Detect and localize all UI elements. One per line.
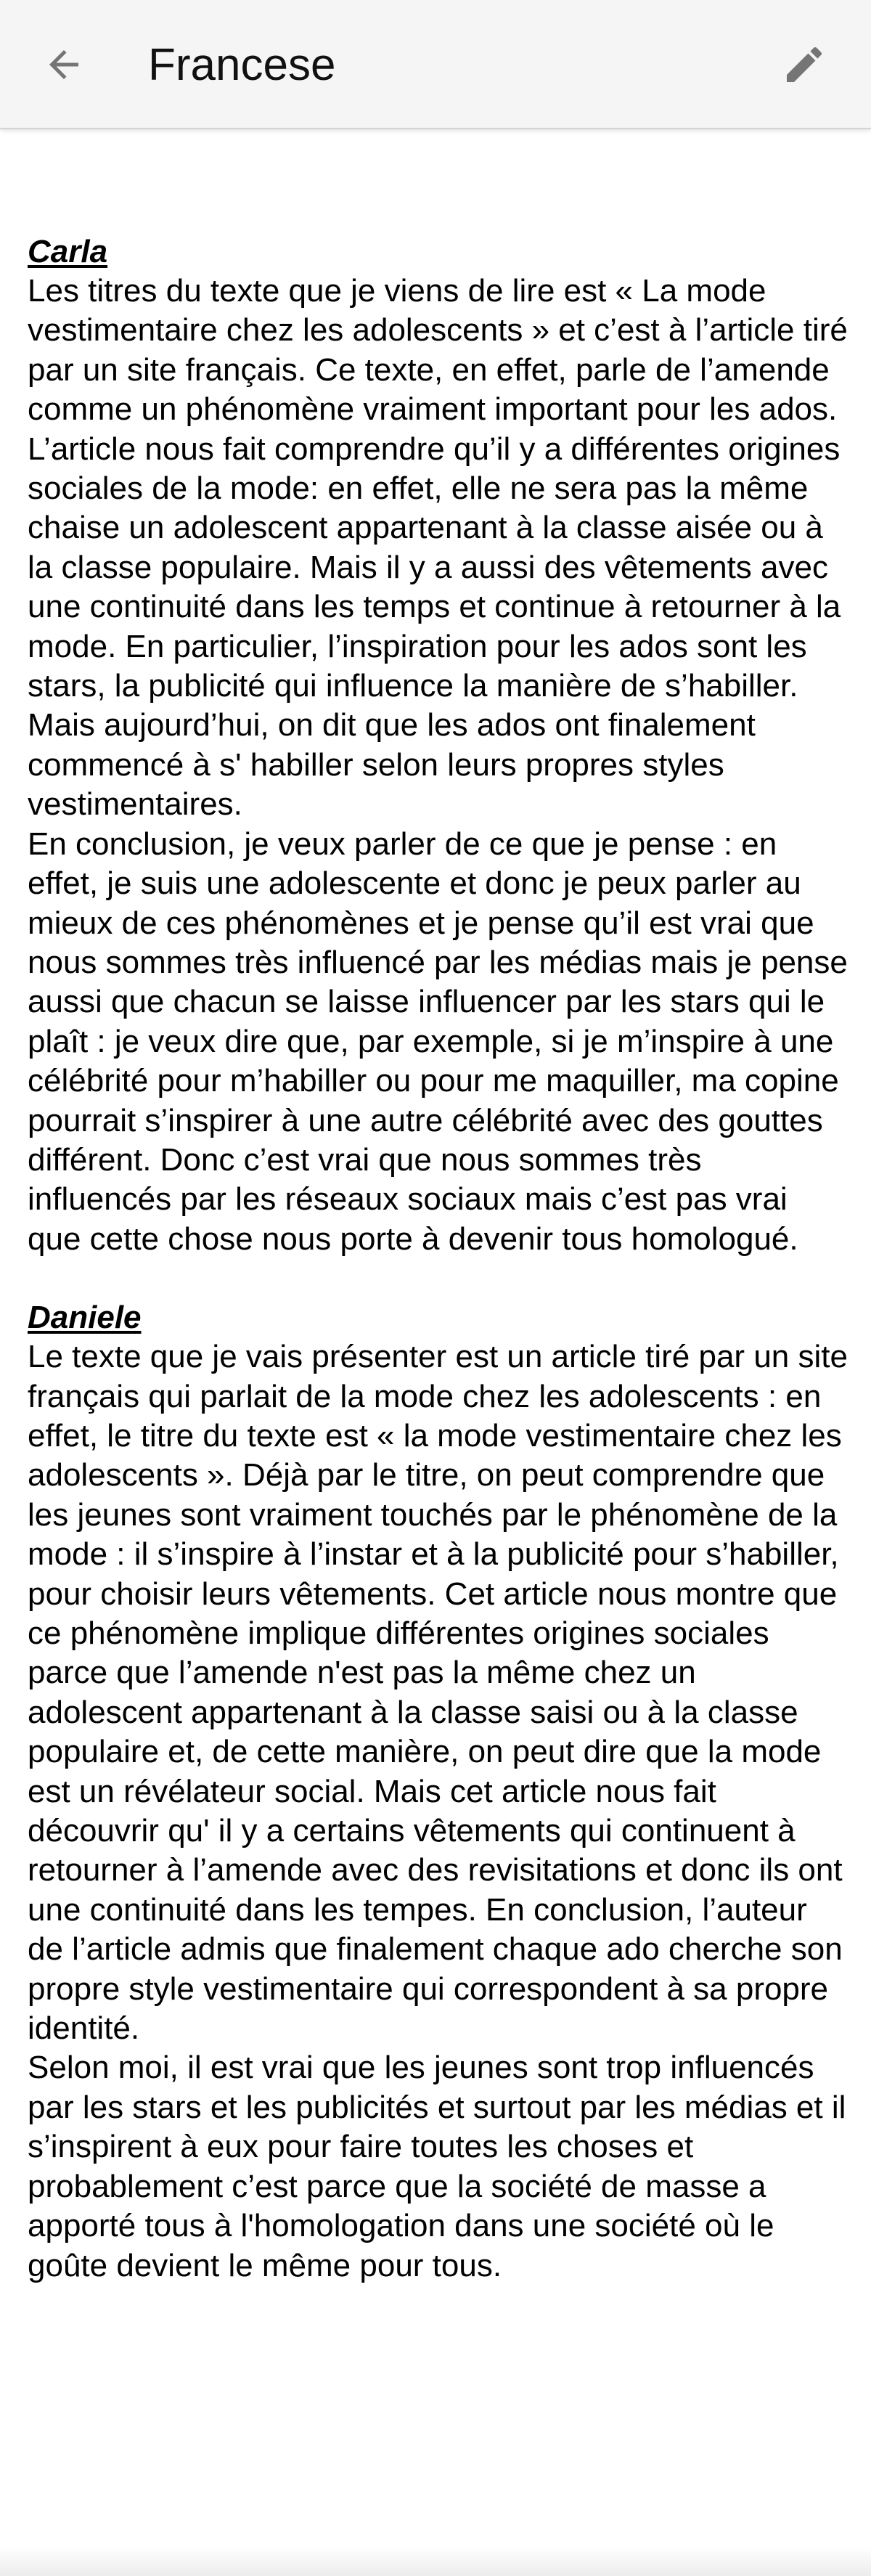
paragraph: En conclusion, je veux parler de ce que je pense : en effet, je suis une adolescente et donc je peux parler au mieux de ces phénomènes et je pense qu’il est vrai que nous sommes très influencé par les médias mais je pense aussi que chacun se laisse influencer par les stars qui le plaît : je veux dire que, par exemple, si je m’inspire à une célébrité pour m’habiller ou pour me maquiller, ma copine pourrait s’inspirer à une autre célébrité avec des gouttes différent. Donc c’est vrai que nous sommes très influencés par les réseaux sociaux mais c’est pas vrai que cette chose nous porte à devenir tous homologué. (28, 826, 848, 1257)
note-content (28, 232, 848, 2325)
author-name: Carla (28, 234, 108, 269)
bottom-edge (0, 2547, 871, 2576)
edit-button[interactable] (769, 32, 839, 97)
back-button[interactable] (29, 32, 99, 97)
paragraph: Selon moi, il est vrai que les jeunes sont trop influencés par les stars et les publicités et surtout par les médias et il s’inspirent à eux pour faire toutes les choses et probablement c’est parce que la société de masse a apporté tous à l'homologation dans une société où le goûte devient le même pour tous. (28, 2050, 846, 2283)
entry-carla (28, 232, 848, 1259)
arrow-back-icon (42, 43, 86, 86)
app-bar (0, 0, 871, 129)
paragraph: Les titres du texte que je viens de lire est « La mode vestimentaire chez les adolescents » et c’est à l’article tiré par un site français. Ce texte, en effet, parle de l’amende comme un phénomène vraiment important pour les ados. L’article nous fait comprendre qu’il y a différentes origines sociales de la mode: en effet, elle ne sera pas la même chaise un adolescent appartenant à la classe aisée ou à la classe populaire. Mais il y a aussi des vêtements avec une continuité dans les temps et continue à retourner à la mode. En particulier, l’inspiration pour les ados sont les stars, la publicité qui influence la manière de s’habiller. Mais aujourd’hui, on dit que les ados ont finalement commencé à s' habiller selon leurs propres styles vestimentaires. (28, 273, 848, 823)
entry-daniele (28, 1298, 848, 2286)
page-title: Francese (148, 40, 336, 90)
paragraph: Le texte que je vais présenter est un article tiré par un site français qui parlait de la mode chez les adolescents : en effet, le titre du texte est « la mode vestimentaire chez les adolescents ». Déjà par le titre, on peut comprendre que les jeunes sont vraiment touchés par le phénomène de la mode : il s’inspire à l’instar et à la publicité pour s’habiller, pour choisir leurs vêtements. Cet article nous montre que ce phénomène implique différentes origines sociales parce que l’amende n'est pas la même chez un adolescent appartenant à la classe saisi ou à la classe populaire et, de cette manière, on peut dire que la mode est un révélateur social. Mais cet article nous fait découvrir qu' il y a certains vêtements qui continuent à retourner à l’amende avec des revisitations et donc ils ont une continuité dans les tempes. En conclusion, l’auteur de l’article admis que finalement chaque ado cherche son propre style vestimentaire qui correspondent à sa propre identité. (28, 1339, 848, 2047)
pencil-icon (781, 41, 827, 88)
author-name: Daniele (28, 1300, 142, 1336)
